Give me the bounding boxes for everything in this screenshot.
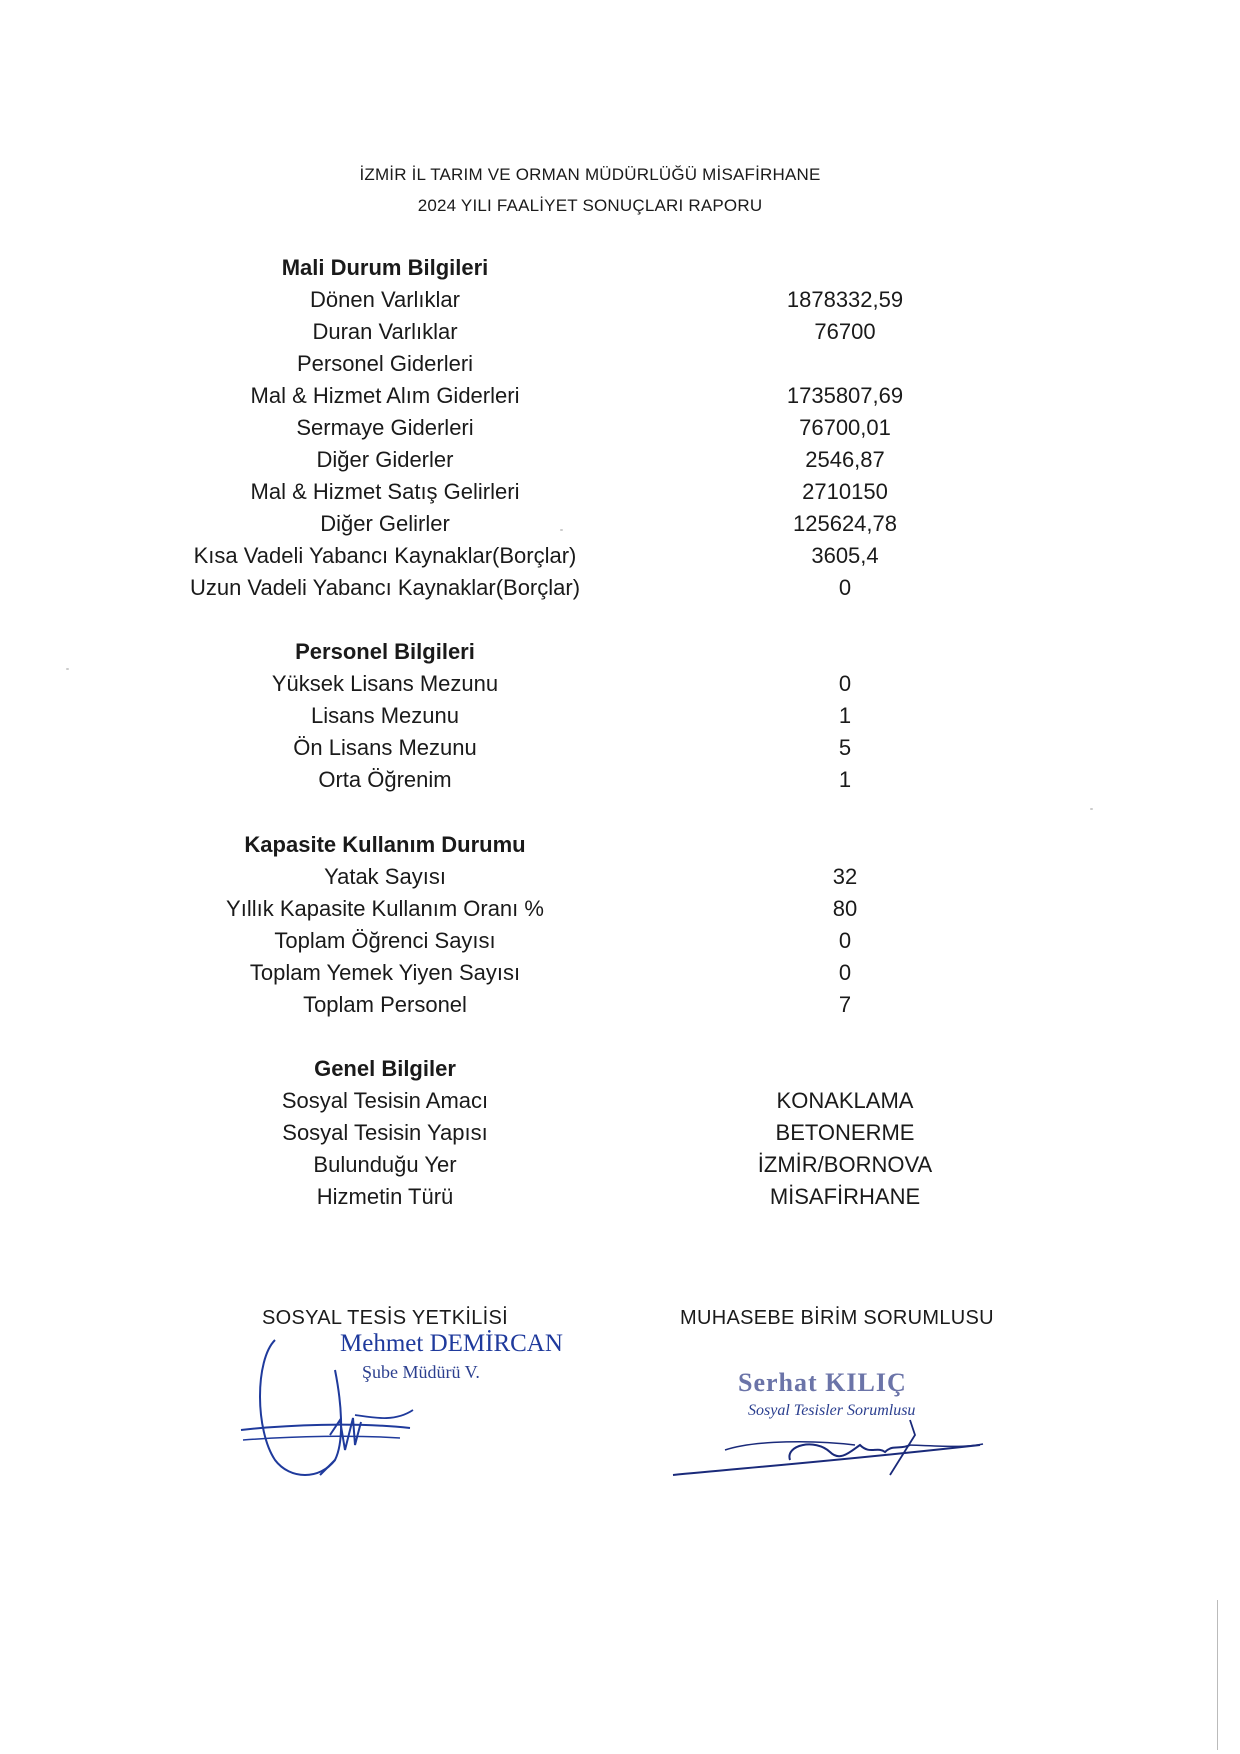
row-value: 7 xyxy=(838,992,852,1017)
row-label: Mal & Hizmet Satış Gelirleri xyxy=(250,479,520,504)
signatory-title-left: SOSYAL TESİS YETKİLİSİ xyxy=(262,1307,508,1329)
section-title-genel: Genel Bilgiler xyxy=(314,1056,456,1081)
row-label: Sosyal Tesisin Amacı xyxy=(281,1088,489,1113)
row-value: 0 xyxy=(838,928,852,953)
row-value: 32 xyxy=(832,864,858,889)
row-label: Bulunduğu Yer xyxy=(313,1152,457,1177)
row-value: 0 xyxy=(838,960,852,985)
row-label: Sermaye Giderleri xyxy=(296,415,474,440)
row-value: 76700,01 xyxy=(799,415,891,440)
row-label: Toplam Yemek Yiyen Sayısı xyxy=(249,960,521,985)
row-label: Yüksek Lisans Mezunu xyxy=(271,671,499,696)
row-value: 2546,87 xyxy=(805,447,885,472)
row-label: Toplam Öğrenci Sayısı xyxy=(274,928,496,953)
scan-speck xyxy=(1090,808,1093,810)
row-label: Yatak Sayısı xyxy=(324,864,446,889)
row-label: Hizmetin Türü xyxy=(316,1184,454,1209)
row-label: Dönen Varlıklar xyxy=(310,287,460,312)
row-label: Diğer Giderler xyxy=(316,447,454,472)
table-row xyxy=(0,447,1240,479)
table-row xyxy=(0,511,1240,543)
table-row xyxy=(0,479,1240,511)
row-value: 2710150 xyxy=(802,479,888,504)
table-row xyxy=(0,1088,1240,1120)
row-label: Toplam Personel xyxy=(303,992,467,1017)
section-title-personel: Personel Bilgileri xyxy=(295,639,475,664)
row-value: 0 xyxy=(838,575,852,600)
row-value: 76700 xyxy=(814,319,876,344)
report-title-line2: 2024 YILI FAALİYET SONUÇLARI RAPORU xyxy=(417,196,763,215)
row-label: Sosyal Tesisin Yapısı xyxy=(282,1120,488,1145)
table-row xyxy=(0,543,1240,575)
table-row xyxy=(0,767,1240,799)
table-row xyxy=(0,671,1240,703)
table-row xyxy=(0,992,1240,1024)
report-title-line1: İZMİR İL TARIM VE ORMAN MÜDÜRLÜĞÜ MİSAFİRHANE xyxy=(359,165,821,184)
table-row xyxy=(0,351,1240,383)
row-value: 80 xyxy=(832,896,858,921)
table-row xyxy=(0,960,1240,992)
scan-speck xyxy=(66,668,69,670)
row-label: Kısa Vadeli Yabancı Kaynaklar(Borçlar) xyxy=(193,543,577,568)
table-row xyxy=(0,896,1240,928)
row-label: Personel Giderleri xyxy=(296,351,474,376)
row-value: 1 xyxy=(838,703,852,728)
table-row xyxy=(0,928,1240,960)
stamp-role-right: Sosyal Tesisler Sorumlusu xyxy=(748,1402,916,1419)
signature-mark-right xyxy=(665,1400,995,1490)
row-value: KONAKLAMA xyxy=(776,1088,914,1113)
table-row xyxy=(0,319,1240,351)
table-row xyxy=(0,703,1240,735)
table-row xyxy=(0,1120,1240,1152)
row-label: Diğer Gelirler xyxy=(320,511,450,536)
row-value: 1735807,69 xyxy=(786,383,904,408)
section-title-mali: Mali Durum Bilgileri xyxy=(281,255,489,280)
section-title-kapasite: Kapasite Kullanım Durumu xyxy=(244,832,526,857)
table-row xyxy=(0,1184,1240,1216)
row-label: Uzun Vadeli Yabancı Kaynaklar(Borçlar) xyxy=(189,575,581,600)
row-label: Lisans Mezunu xyxy=(311,703,459,728)
row-label: Yıllık Kapasite Kullanım Oranı % xyxy=(226,896,544,921)
row-value: 125624,78 xyxy=(793,511,897,536)
row-label: Ön Lisans Mezunu xyxy=(293,735,477,760)
table-row xyxy=(0,575,1240,607)
table-row xyxy=(0,864,1240,896)
stamp-name-right: Serhat KILIÇ xyxy=(738,1368,907,1397)
table-row xyxy=(0,383,1240,415)
table-row xyxy=(0,287,1240,319)
table-row xyxy=(0,1152,1240,1184)
signatory-title-right: MUHASEBE BİRİM SORUMLUSU xyxy=(680,1307,994,1329)
table-row xyxy=(0,735,1240,767)
stamp-name-left: Mehmet DEMİRCAN xyxy=(340,1330,563,1357)
table-row xyxy=(0,415,1240,447)
row-value: 1878332,59 xyxy=(786,287,904,312)
row-label: Orta Öğrenim xyxy=(318,767,452,792)
row-value: İZMİR/BORNOVA xyxy=(757,1152,933,1177)
row-value: 3605,4 xyxy=(811,543,879,568)
row-value: 0 xyxy=(838,671,852,696)
row-label: Mal & Hizmet Alım Giderleri xyxy=(250,383,520,408)
scan-speck xyxy=(560,529,563,531)
row-value: BETONERME xyxy=(775,1120,915,1145)
row-value: 5 xyxy=(838,735,852,760)
row-value: MİSAFİRHANE xyxy=(769,1184,921,1209)
scan-artifact-line xyxy=(1217,1600,1218,1750)
row-value: 1 xyxy=(838,767,852,792)
stamp-unit-left: Şube Müdürü V. xyxy=(362,1362,480,1382)
signature-mark-left xyxy=(235,1300,445,1485)
row-label: Duran Varlıklar xyxy=(312,319,458,344)
